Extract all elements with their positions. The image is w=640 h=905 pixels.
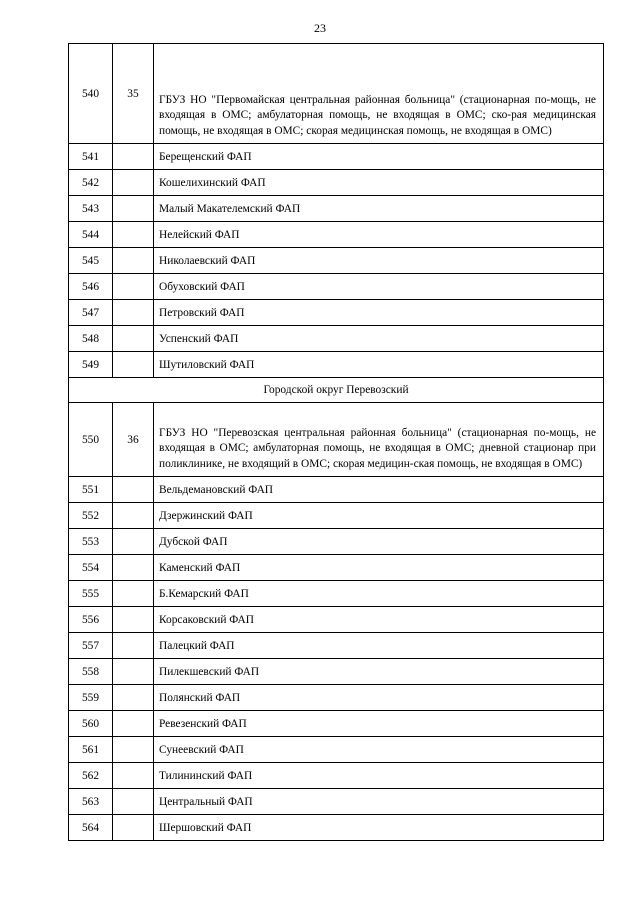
row-number: 541 [69, 144, 113, 170]
facility-name: Сунеевский ФАП [154, 737, 604, 763]
facility-name: Вельдемановский ФАП [154, 477, 604, 503]
row-number: 558 [69, 659, 113, 685]
row-number: 552 [69, 503, 113, 529]
organization-number [113, 300, 154, 326]
facility-name: Центральный ФАП [154, 789, 604, 815]
table-row [69, 477, 604, 503]
organization-number [113, 170, 154, 196]
organization-number [113, 144, 154, 170]
organization-number [113, 607, 154, 633]
organization-number [113, 477, 154, 503]
organization-number [113, 326, 154, 352]
row-number: 560 [69, 711, 113, 737]
row-number: 555 [69, 581, 113, 607]
row-number: 551 [69, 477, 113, 503]
table-row [69, 144, 604, 170]
organization-number [113, 222, 154, 248]
organization-number [113, 633, 154, 659]
table-body [69, 44, 604, 841]
facility-name: Пилекшевский ФАП [154, 659, 604, 685]
table-row [69, 737, 604, 763]
table-row [69, 789, 604, 815]
table-row [69, 248, 604, 274]
table-row [69, 170, 604, 196]
row-number: 543 [69, 196, 113, 222]
facility-name: Петровский ФАП [154, 300, 604, 326]
table-row [69, 196, 604, 222]
organization-number [113, 503, 154, 529]
row-number: 564 [69, 815, 113, 841]
facility-name: Малый Макателемский ФАП [154, 196, 604, 222]
row-number: 553 [69, 529, 113, 555]
facility-name: Николаевский ФАП [154, 248, 604, 274]
facility-name: Успенский ФАП [154, 326, 604, 352]
organization-number [113, 352, 154, 378]
organization-description: ГБУЗ НО "Первомайская центральная районная больница" (стационарная по-мощь, не входящая в ОМС; амбулаторная помощь, не входящая в ОМС; ско-рая медицинская помощь, не входящая в ОМС; скорая медицинская помощь, не входящая в ОМС) [154, 44, 604, 144]
row-number: 559 [69, 685, 113, 711]
table-row [69, 274, 604, 300]
row-number: 542 [69, 170, 113, 196]
organization-row [69, 403, 604, 477]
organization-number [113, 737, 154, 763]
row-number: 550 [69, 403, 113, 477]
facility-name: Шершовский ФАП [154, 815, 604, 841]
organization-number [113, 815, 154, 841]
row-number: 548 [69, 326, 113, 352]
organization-number [113, 555, 154, 581]
row-number: 546 [69, 274, 113, 300]
facility-name: Тилининский ФАП [154, 763, 604, 789]
organization-number [113, 248, 154, 274]
organization-number [113, 659, 154, 685]
row-number: 540 [69, 44, 113, 144]
facility-name: Корсаковский ФАП [154, 607, 604, 633]
facility-name: Нелейский ФАП [154, 222, 604, 248]
table-row [69, 633, 604, 659]
row-number: 547 [69, 300, 113, 326]
facility-name: Б.Кемарский ФАП [154, 581, 604, 607]
table-row [69, 711, 604, 737]
organization-number: 35 [113, 44, 154, 144]
facility-name: Полянский ФАП [154, 685, 604, 711]
table-row [69, 326, 604, 352]
row-number: 561 [69, 737, 113, 763]
organization-number [113, 529, 154, 555]
page-number: 23 [314, 21, 326, 35]
facility-name: Каменский ФАП [154, 555, 604, 581]
row-number: 556 [69, 607, 113, 633]
organization-number: 36 [113, 403, 154, 477]
facility-name: Шутиловский ФАП [154, 352, 604, 378]
table-row [69, 659, 604, 685]
facility-name: Ревезенский ФАП [154, 711, 604, 737]
table-row [69, 581, 604, 607]
facility-name: Палецкий ФАП [154, 633, 604, 659]
facility-name: Кошелихинский ФАП [154, 170, 604, 196]
table-row [69, 763, 604, 789]
organization-row [69, 44, 604, 144]
row-number: 554 [69, 555, 113, 581]
facility-name: Дзержинский ФАП [154, 503, 604, 529]
organization-number [113, 763, 154, 789]
table-row [69, 503, 604, 529]
organization-description: ГБУЗ НО "Перевозская центральная районная больница" (стационарная по-мощь, не входящая в ОМС; амбулаторная помощь, не входящая в ОМС; дневной стационар при поликлинике, не входящий в ОМС; скорая медицин-ская помощь, не входящая в ОМС) [154, 403, 604, 477]
table-row [69, 607, 604, 633]
row-number: 563 [69, 789, 113, 815]
row-number: 545 [69, 248, 113, 274]
table-row [69, 555, 604, 581]
organization-number [113, 711, 154, 737]
row-number: 562 [69, 763, 113, 789]
facility-name: Дубской ФАП [154, 529, 604, 555]
table-row [69, 529, 604, 555]
row-number: 549 [69, 352, 113, 378]
organization-number [113, 789, 154, 815]
facility-table [68, 43, 604, 841]
organization-number [113, 274, 154, 300]
table-row [69, 300, 604, 326]
table-row [69, 815, 604, 841]
table-row [69, 685, 604, 711]
section-title: Городской округ Перевозский [69, 378, 604, 403]
organization-number [113, 685, 154, 711]
facility-name: Обуховский ФАП [154, 274, 604, 300]
table-row [69, 352, 604, 378]
section-row [69, 378, 604, 403]
row-number: 544 [69, 222, 113, 248]
table-row [69, 222, 604, 248]
facility-name: Берещенский ФАП [154, 144, 604, 170]
organization-number [113, 581, 154, 607]
organization-number [113, 196, 154, 222]
row-number: 557 [69, 633, 113, 659]
